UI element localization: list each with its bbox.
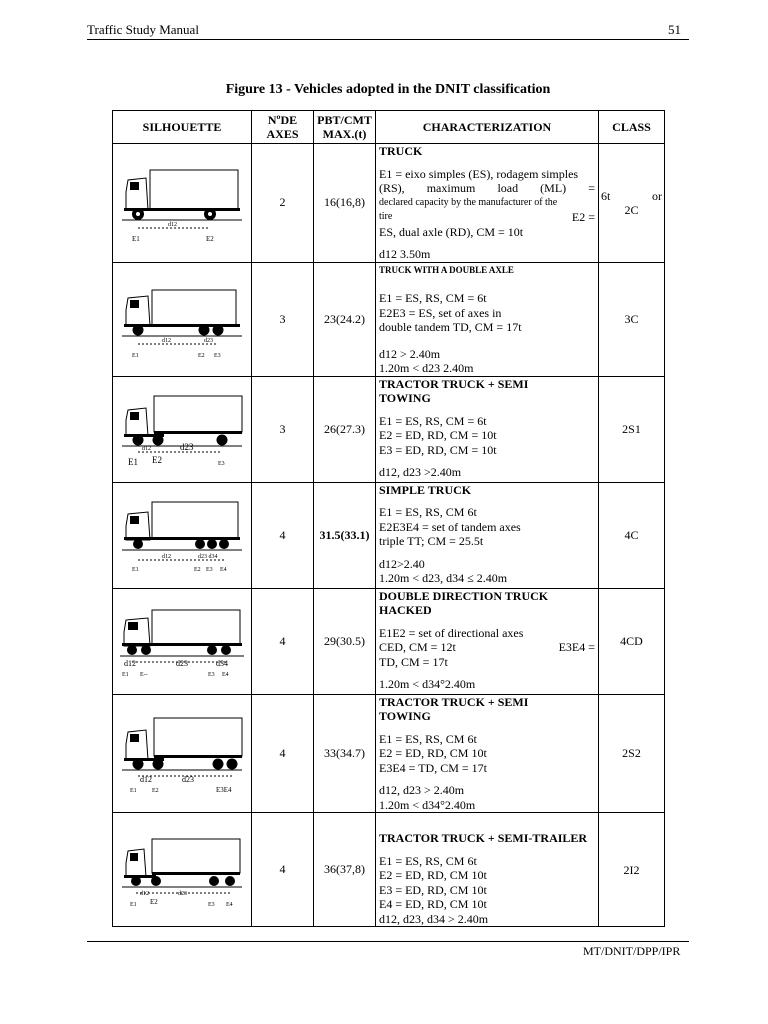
svg-text:E--: E-- (140, 672, 148, 678)
characterization-cell: TRUCK E1 = eixo simples (ES), rodagem simples (RS), maximum load (ML) = declared capacity by the manufacturer of the tire E2 = ES, dual axle (RD), CM = 10t d12 3.50m (376, 144, 599, 263)
svg-text:E4: E4 (220, 567, 227, 573)
col-axes: NºDE AXES (252, 111, 314, 144)
svg-text:E3: E3 (208, 672, 215, 678)
silhouette-3c (113, 262, 252, 376)
pbt-value: 33(34.7) (314, 694, 376, 813)
svg-text:d12: d12 (124, 659, 136, 668)
svg-text:d23: d23 (204, 338, 213, 344)
axes-count: 3 (252, 262, 314, 376)
svg-text:E1: E1 (132, 234, 140, 243)
characterization-cell: TRACTOR TRUCK + SEMI TOWING E1 = ES, RS, CM 6t E2 = ED, RD, CM 10t E3E4 = TD, CM = 17t d12, d23 > 2.40m 1.20m < d34°2.40m (376, 694, 599, 813)
class-code: 4CD (599, 588, 665, 694)
pbt-value: 31.5(33.1) (314, 482, 376, 588)
svg-text:d12: d12 (140, 775, 152, 785)
svg-text:d34: d34 (216, 659, 228, 668)
class-code: 2S2 (599, 694, 665, 813)
svg-text:d12: d12 (142, 446, 151, 452)
axes-count: 4 (252, 694, 314, 813)
axes-count: 4 (252, 813, 314, 927)
pbt-value: 29(30.5) (314, 588, 376, 694)
class-code: 6t or 2C (599, 144, 665, 263)
truck-3-axle-icon (118, 278, 246, 360)
silhouette-2s1 (113, 376, 252, 482)
vehicle-classification-table (112, 110, 665, 927)
col-characterization: CHARACTERIZATION (376, 111, 599, 144)
silhouette-2s2 (113, 694, 252, 813)
table-row (113, 813, 665, 927)
table-row (113, 376, 665, 482)
silhouette-4cd (113, 588, 252, 694)
svg-text:E2: E2 (152, 788, 159, 795)
characterization-cell: SIMPLE TRUCK E1 = ES, RS, CM 6t E2E3E4 = set of tandem axes triple TT; CM = 25.5t d12>2.40 1.20m < d23, d34 ≤ 2.40m (376, 482, 599, 588)
table-row (113, 262, 665, 376)
pbt-value: 36(37,8) (314, 813, 376, 927)
svg-text:E1: E1 (130, 901, 137, 908)
svg-text:E1: E1 (132, 353, 139, 359)
table-row (113, 482, 665, 588)
page-number: 51 (668, 22, 681, 37)
svg-text:d12: d12 (168, 221, 177, 228)
svg-text:E3: E3 (214, 353, 221, 359)
svg-text:E3E4: E3E4 (216, 786, 232, 795)
tractor-semi-trailer-icon (118, 829, 246, 911)
svg-text:E3: E3 (218, 461, 225, 467)
svg-text:E1: E1 (128, 457, 138, 467)
svg-text:d12: d12 (162, 338, 171, 344)
svg-text:d23: d23 (180, 442, 194, 452)
svg-text:E1: E1 (132, 567, 139, 573)
svg-text:d23: d23 (182, 775, 194, 785)
characterization-cell: DOUBLE DIRECTION TRUCK HACKED E1E2 = set of directional axes CED, CM = 12t E3E4 = TD, CM = 17t 1.20m < d34°2.40m (376, 588, 599, 694)
silhouette-2i2 (113, 813, 252, 927)
class-code: 2I2 (599, 813, 665, 927)
footer-source: MT/DNIT/DPP/IPR (583, 944, 681, 958)
axes-count: 4 (252, 588, 314, 694)
svg-text:E4: E4 (226, 901, 233, 908)
figure-title: Figure 13 - Vehicles adopted in the DNIT classification (225, 82, 551, 97)
truck-double-direction-icon (118, 600, 246, 682)
svg-text:E1: E1 (122, 672, 129, 678)
characterization-cell: TRACTOR TRUCK + SEMI-TRAILER E1 = ES, RS, CM 6t E2 = ED, RD, CM 10t E3 = ED, RD, CM 10t E4 = ED, RD, CM 10t d12, d23, d34 > 2.40m (376, 813, 599, 927)
svg-text:E2: E2 (150, 897, 158, 906)
table-header-row (113, 111, 665, 144)
characterization-cell: TRUCK WITH A DOUBLE AXLE E1 = ES, RS, CM = 6t E2E3 = ES, set of axes in double tandem TD, CM = 17t d12 > 2.40m 1.20m < d23 2.40m (376, 262, 599, 376)
svg-text:d23 d34: d23 d34 (198, 554, 218, 560)
col-pbt: PBT/CMT MAX.(t) (314, 111, 376, 144)
class-code: 2S1 (599, 376, 665, 482)
svg-text:E2: E2 (194, 567, 201, 573)
header-rule (87, 39, 689, 40)
running-header-title: Traffic Study Manual (87, 22, 199, 37)
svg-text:E3: E3 (208, 901, 215, 908)
pbt-value: 16(16,8) (314, 144, 376, 263)
svg-text:E2: E2 (206, 234, 214, 243)
col-silhouette: SILHOUETTE (113, 111, 252, 144)
table-row (113, 694, 665, 813)
table-row (113, 144, 665, 263)
silhouette-4c (113, 482, 252, 588)
svg-text:d23: d23 (176, 659, 188, 668)
svg-text:d12: d12 (162, 554, 171, 560)
tractor-semi-3-axle-icon (118, 388, 246, 470)
class-code: 4C (599, 482, 665, 588)
tractor-semi-4-axle-icon (118, 710, 246, 796)
characterization-cell: TRACTOR TRUCK + SEMI TOWING E1 = ES, RS, CM = 6t E2 = ED, RD, CM = 10t E3 = ED, RD, CM = 10t d12, d23 >2.40m (376, 376, 599, 482)
pbt-value: 26(27.3) (314, 376, 376, 482)
col-class: CLASS (599, 111, 665, 144)
truck-2-axle-icon (118, 162, 246, 244)
footer-rule (87, 941, 689, 942)
truck-4-axle-icon (118, 494, 246, 576)
svg-text:E2: E2 (198, 353, 205, 359)
svg-text:E2: E2 (152, 455, 162, 465)
silhouette-2c (113, 144, 252, 263)
svg-text:d23: d23 (178, 890, 187, 897)
table-row (113, 588, 665, 694)
pbt-value: 23(24.2) (314, 262, 376, 376)
svg-text:E4: E4 (222, 672, 229, 678)
axes-count: 2 (252, 144, 314, 263)
axes-count: 4 (252, 482, 314, 588)
svg-text:E3: E3 (206, 567, 213, 573)
axes-count: 3 (252, 376, 314, 482)
svg-text:d12: d12 (140, 890, 149, 897)
class-code: 3C (599, 262, 665, 376)
svg-text:E1: E1 (130, 788, 137, 795)
